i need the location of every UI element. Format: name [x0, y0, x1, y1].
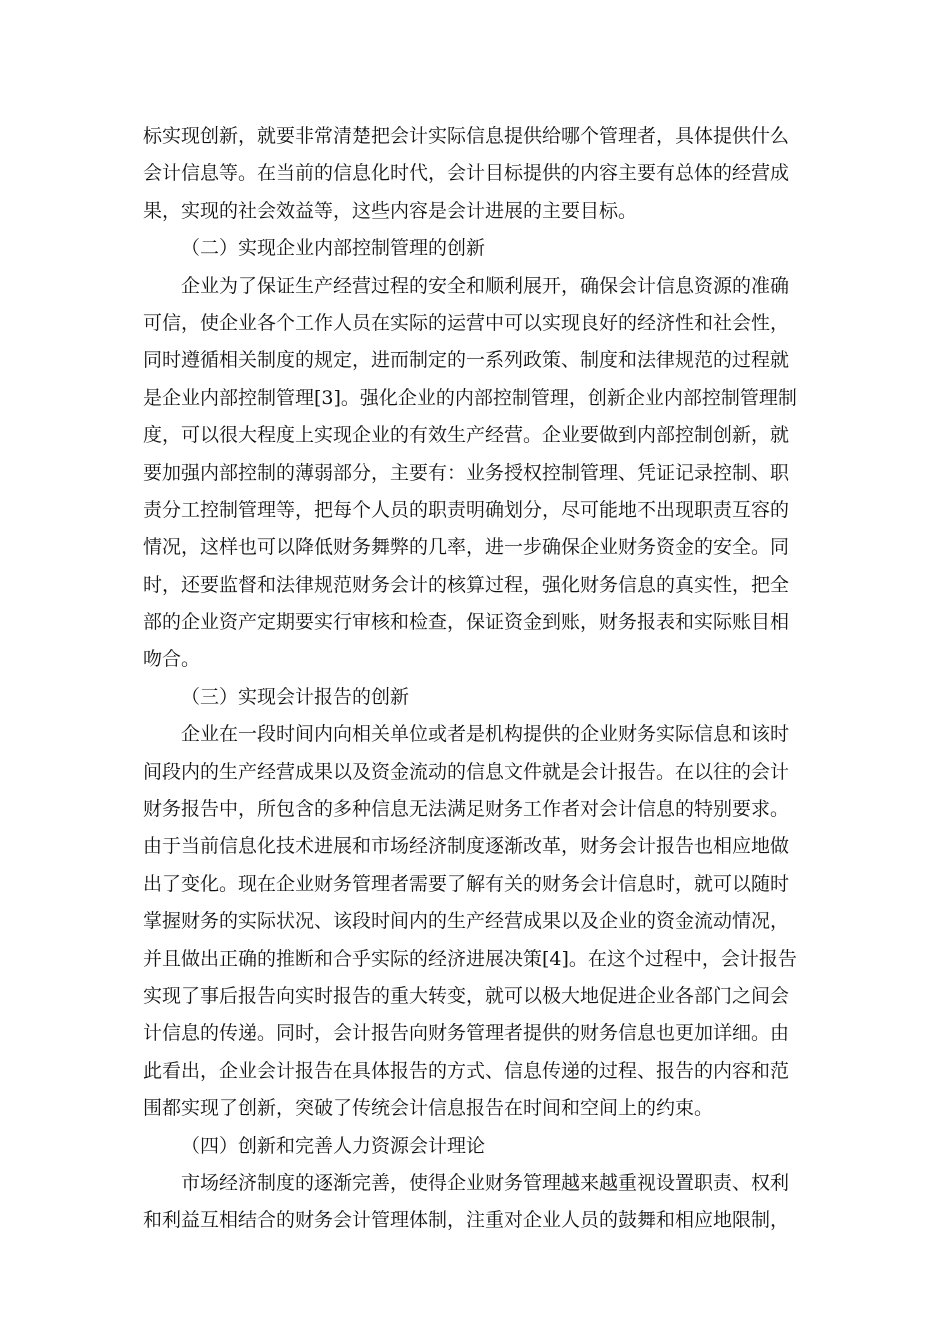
text-line: 并且做出正确的推断和合乎实际的经济进展决策[4]。在这个过程中，会计报告: [143, 947, 797, 970]
text-line: 由于当前信息化技术进展和市场经济制度逐渐改革，财务会计报告也相应地做: [143, 835, 790, 858]
text-line: 同时遵循相关制度的规定，进而制定的一系列政策、制度和法律规范的过程就: [143, 349, 790, 372]
text-line: 可信，使企业各个工作人员在实际的运营中可以实现良好的经济性和社会性，: [143, 311, 790, 334]
text-line: 企业在一段时间内向相关单位或者是机构提供的企业财务实际信息和该时: [181, 723, 790, 746]
text-line: 企业为了保证生产经营过程的安全和顺利展开，确保会计信息资源的准确: [181, 274, 790, 297]
section-heading: （二）实现企业内部控制管理的创新: [181, 237, 486, 260]
text-line: 会计信息等。在当前的信息化时代，会计目标提供的内容主要有总体的经营成: [143, 162, 790, 185]
text-line: 计信息的传递。同时，会计报告向财务管理者提供的财务信息也更加详细。由: [143, 1022, 790, 1045]
text-line: 实现了事后报告向实时报告的重大转变，就可以极大地促进企业各部门之间会: [143, 984, 790, 1007]
text-line: 果，实现的社会效益等，这些内容是会计进展的主要目标。: [143, 199, 638, 222]
text-line: 吻合。: [143, 648, 201, 671]
text-line: 市场经济制度的逐渐完善，使得企业财务管理越来越重视设置职责、权利: [181, 1171, 790, 1194]
text-line: 标实现创新，就要非常清楚把会计实际信息提供给哪个管理者，具体提供什么: [143, 125, 790, 147]
text-line: 要加强内部控制的薄弱部分，主要有：业务授权控制管理、凭证记录控制、职: [143, 461, 790, 484]
text-line: 出了变化。现在企业财务管理者需要了解有关的财务会计信息时，就可以随时: [143, 872, 790, 895]
text-line: 间段内的生产经营成果以及资金流动的信息文件就是会计报告。在以往的会计: [143, 760, 790, 783]
text-line: 度，可以很大程度上实现企业的有效生产经营。企业要做到内部控制创新，就: [143, 424, 790, 447]
text-line: 此看出，企业会计报告在具体报告的方式、信息传递的过程、报告的内容和范: [143, 1059, 790, 1082]
text-line: 财务报告中，所包含的多种信息无法满足财务工作者对会计信息的特别要求。: [143, 798, 790, 821]
text-line: 和利益互相结合的财务会计管理体制，注重对企业人员的鼓舞和相应地限制，: [143, 1209, 790, 1232]
text-line: 情况，这样也可以降低财务舞弊的几率，进一步确保企业财务资金的安全。同: [143, 536, 790, 559]
text-line: 部的企业资产定期要实行审核和检查，保证资金到账，财务报表和实际账目相: [143, 611, 790, 634]
body-text: [143, 118, 823, 1240]
section-heading: （三）实现会计报告的创新: [181, 685, 410, 708]
text-line: 是企业内部控制管理[3]。强化企业的内部控制管理，创新企业内部控制管理制: [143, 386, 797, 409]
section-heading: （四）创新和完善人力资源会计理论: [181, 1134, 486, 1157]
text-line: 时，还要监督和法律规范财务会计的核算过程，强化财务信息的真实性，把全: [143, 573, 790, 596]
text-line: 责分工控制管理等，把每个人员的职责明确划分，尽可能地不出现职责互容的: [143, 498, 790, 521]
text-line: 围都实现了创新，突破了传统会计信息报告在时间和空间上的约束。: [143, 1097, 714, 1120]
text-line: 掌握财务的实际状况、该段时间内的生产经营成果以及企业的资金流动情况，: [143, 910, 790, 933]
